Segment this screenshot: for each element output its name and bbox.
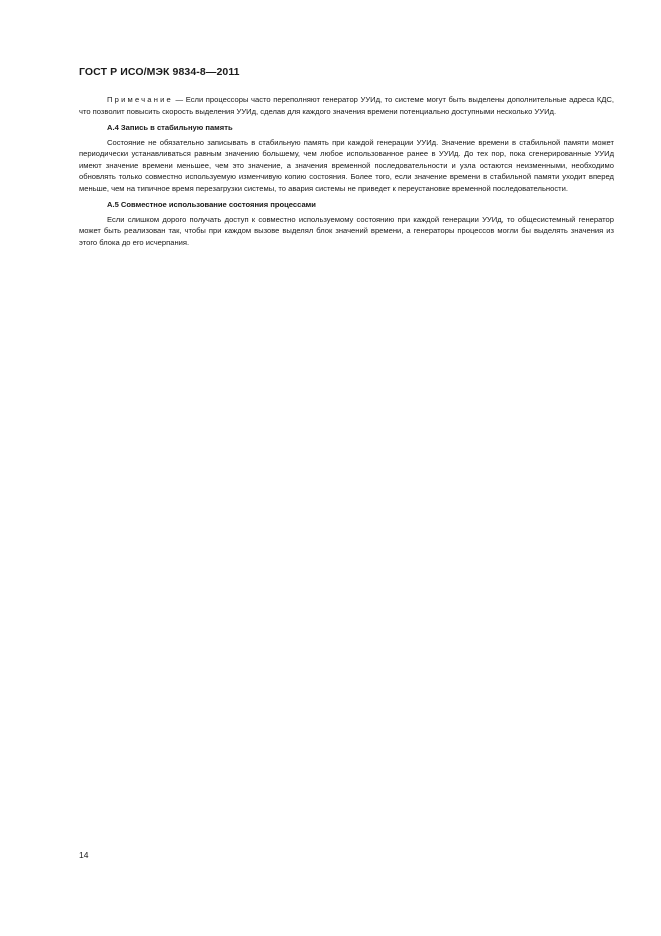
section-heading-a5: А.5 Совместное использование состояния процессами: [107, 200, 316, 209]
note-text: — Если процессоры часто переполняют генератор УУИд, то системе могут быть выделены дополнительные адреса КДС, что позволит повысить скорость выделения УУИд, сделав для каждого значения времени потенциально доступными несколько УУИд.: [79, 95, 614, 116]
document-header: ГОСТ Р ИСО/МЭК 9834-8—2011: [79, 66, 240, 78]
section-paragraph-a4: Состояние не обязательно записывать в стабильную память при каждой генерации УУИд. Значение времени в стабильной памяти может периодически устанавливаться равным значению большему, чем любое использованное ранее в УУИд. До тех пор, пока сгенерированные УУИд имеют значение времени меньшее, чем это значение, а значения временной последовательности и узла остаются неизменными, необходимо обновлять только совместно используемую изменчивую копию состояния. Более того, если значение времени в стабильной памяти уходит вперед меньше, чем на типичное время перезагрузки системы, то авария системы не приведет к переустановке временной последовательности.: [79, 137, 614, 193]
note-paragraph: [79, 94, 614, 117]
document-body: [79, 94, 614, 248]
note-label: Примечание: [107, 95, 173, 104]
page-number: 14: [79, 850, 89, 860]
section-paragraph-a5: Если слишком дорого получать доступ к совместно используемому состоянию при каждой генерации УУИд, то общесистемный генератор может быть реализован так, чтобы при каждом вызове выделял блок значений времени, а генераторы процессов могли бы выделять значения из этого блока до его исчерпания.: [79, 214, 614, 247]
section-heading-a4: А.4 Запись в стабильную память: [107, 123, 233, 132]
